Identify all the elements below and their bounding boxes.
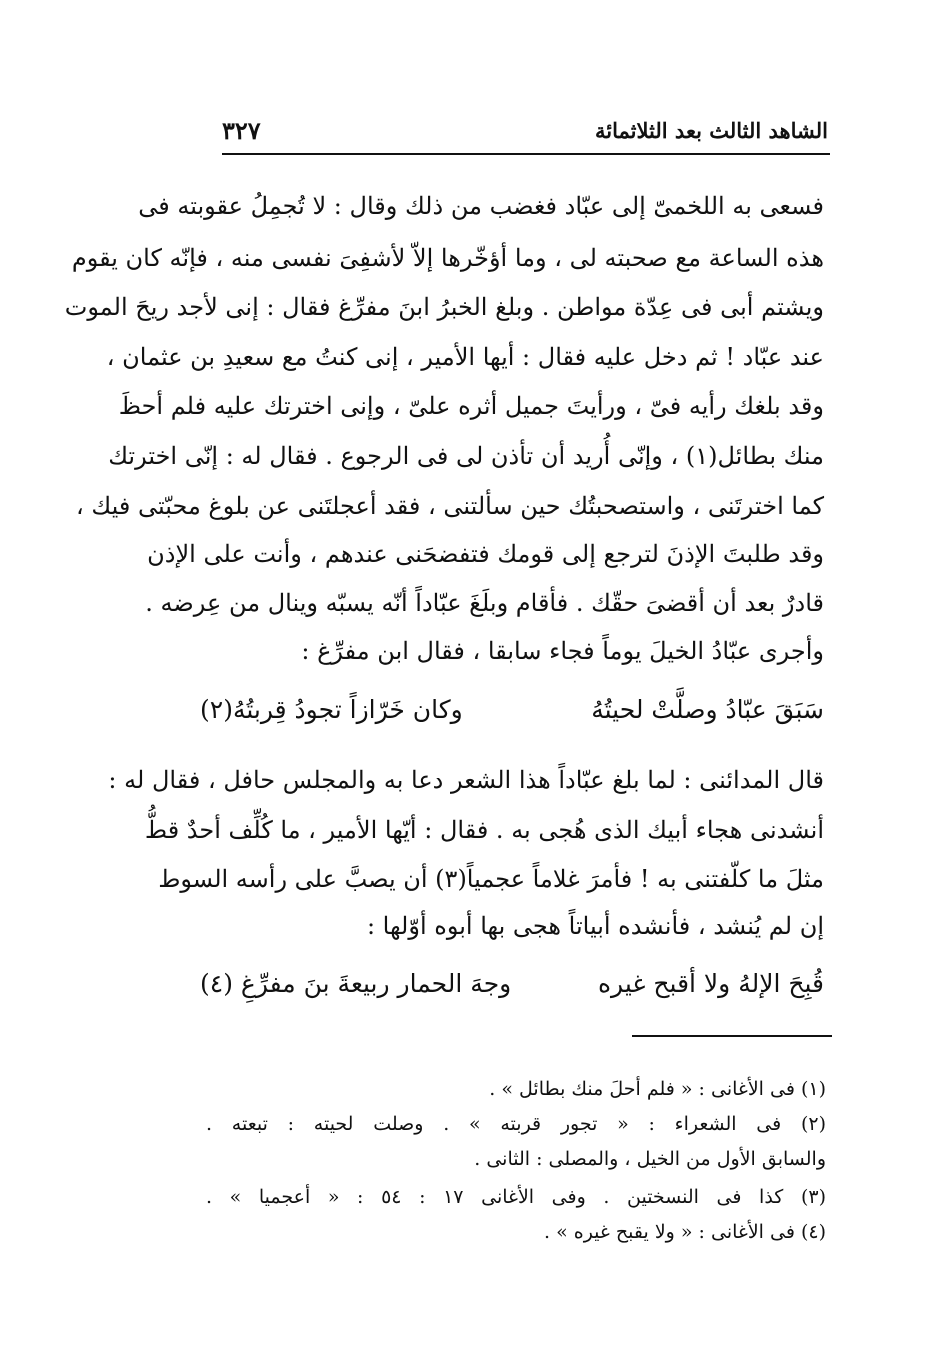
body-line: ويشتم أبى فى عِدّة مواطن . وبلغ الخبرُ ابنَ مفرِّغ فقال : إنى لأجد ريحَ الموت [64,293,824,321]
body-line: كما اخترتَنى ، واستصحبتُك حين سألتنى ، فقد أعجلتَنى عن بلوغ محبّتى فيك ، [76,492,824,520]
body-line: وقد طلبتَ الإذنَ لترجع إلى قومك فتفضحَنى عندهم ، وأنت على الإذن [147,540,824,568]
footnote: (٢) فى الشعراء : « تجور قربته » . وصلت لحيته : تبعته . [206,1113,826,1135]
body-line: قادرٌ بعد أن أقضىَ حقّك . فأقام وبلَغَ عبّاداً أنّه يسبّه وينال من عِرضه . [145,589,824,617]
body-line: وأجرى عبّادُ الخيلَ يوماً فجاء سابقا ، فقال ابن مفرِّغ : [301,637,824,665]
body-line: فسعى به اللخمىّ إلى عبّاد فغضب من ذلك وقال : لا تُجمِلُ عقوبته فى [138,192,824,220]
body-line: إن لم يُنشد ، فأنشده أبياتاً هجى بها أبوه أوّلها : [366,912,824,940]
running-header [222,112,828,148]
verse-second-hemistich: وجهَ الحمار ربيعةَ بنَ مفرِّغِ (٤) [200,969,512,998]
body-line: عند عبّاد ! ثم دخل عليه فقال : أيها الأمير ، إنى كنتُ مع سعيدِ بن عثمان ، [106,343,824,371]
footnote: والسابق الأول من الخيل ، والمصلى : الثانى . [474,1148,826,1170]
verse-line [200,688,824,732]
body-line: هذه الساعة مع صحبته لى ، وما أؤخّرها إلاّ لأشفِىَ نفسى منه ، فإنّه كان يقوم [71,244,824,272]
verse-line [200,962,824,1006]
verse-second-hemistich: وكان خَرّازاً تجودُ قِربتُهُ(٢) [200,695,463,724]
body-line: منك بطائل(١) ، وإنّى أُريد أن تأذن لى فى الرجوع . فقال له : إنّى اخترتك [108,442,824,470]
header-divider [222,153,830,155]
running-title: الشاهد الثالث بعد الثلاثمائة [595,118,828,143]
footnote: (٤) فى الأغانى : « ولا يقبح غيره » . [544,1221,826,1243]
body-line: أنشدنى هجاء أبيك الذى هُجى به . فقال : أيّها الأمير ، ما كُلِّف أحدٌ قطُّ [144,816,824,844]
footnote: (١) فى الأغانى : « فلم أحلَ منك بطائل » . [489,1078,826,1100]
verse-first-hemistich: سَبَقَ عبّادُ وصلَّتْ لحيتُهُ [591,695,824,724]
verse-first-hemistich: قُبِحَ الإلهُ ولا أقبح غيره [597,969,824,998]
page-number: ٣٢٧ [222,116,261,145]
footnote-divider [632,1035,832,1037]
body-line: قال المدائنى : لما بلغ عبّاداً هذا الشعر دعا به والمجلس حافل ، فقال له : [108,766,824,794]
body-line: مثلَ ما كلّفتنى به ! فأمرَ غلاماً عجمياً(٣) أن يصبَّ على رأسه السوط [158,865,824,893]
body-line: وقد بلغك رأيه فىّ ، ورأيتَ جميل أثره علىّ ، وإنى اخترتك عليه فلم أحظَ [118,392,824,420]
footnote: (٣) كذا فى النسختين . وفى الأغانى ١٧ : ٥٤ : « أعجميا » . [206,1186,827,1208]
